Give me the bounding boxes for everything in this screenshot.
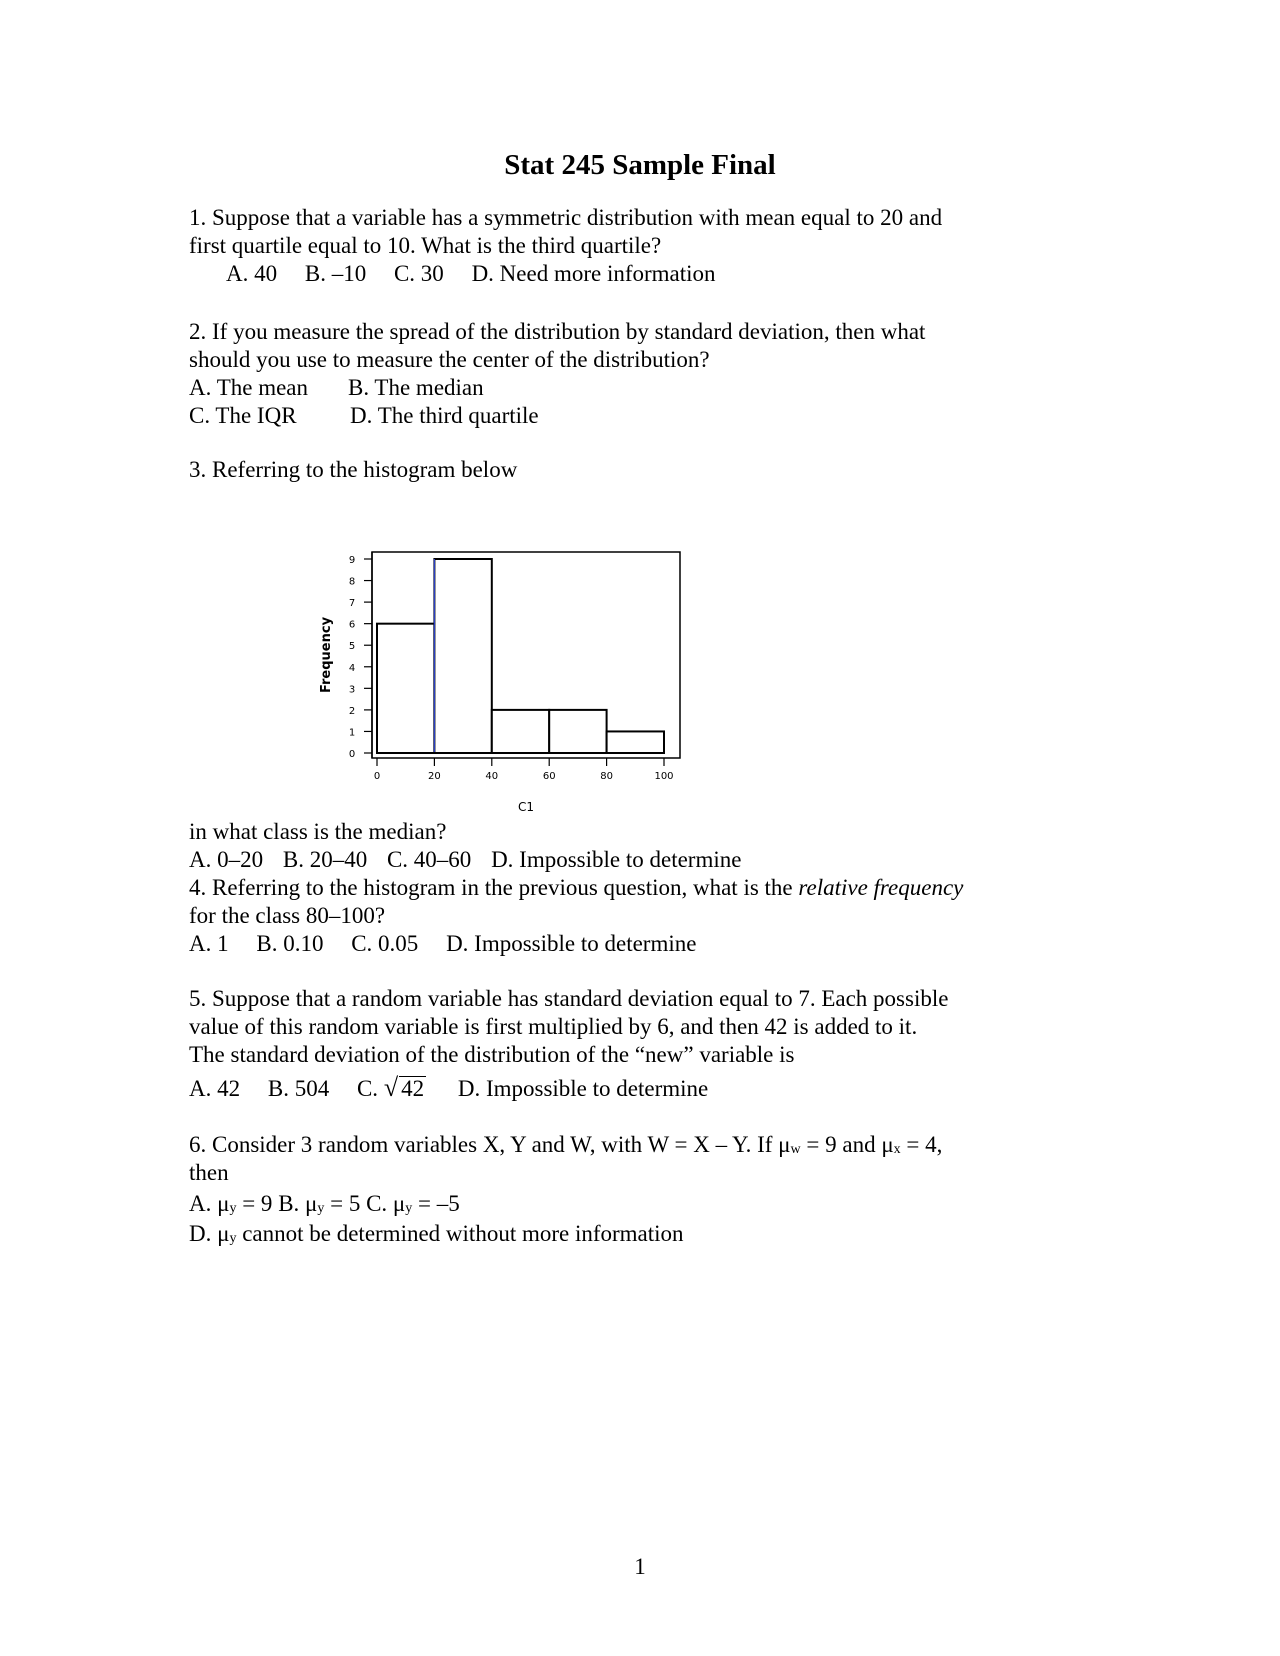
q4-text-pre: 4. Referring to the histogram in the previous question, what is the	[189, 875, 799, 900]
q6-choice-d-pre: D. μ	[189, 1221, 230, 1246]
histogram-chart	[300, 530, 720, 820]
histogram-bar	[377, 624, 434, 753]
q5-text-line3: The standard deviation of the distribution of the “new” variable is	[189, 1042, 795, 1067]
q3-choice-c: C. 40–60	[386, 847, 472, 872]
q6-text-line1	[189, 1131, 942, 1164]
q4-choice-c: C. 0.05	[351, 931, 419, 956]
histogram-svg	[300, 530, 720, 820]
y-tick-label: 7	[348, 598, 356, 610]
q1-choice-b: B. –10	[304, 261, 367, 286]
q2-choice-a: A. The mean	[189, 375, 309, 400]
y-tick-label: 2	[348, 705, 356, 717]
q3-choice-d: D. Impossible to determine	[491, 847, 742, 872]
q3-choice-a: A. 0–20	[189, 847, 264, 872]
q6-text-part2: = 9 and μ	[800, 1132, 894, 1157]
q6-sub-y: y	[229, 1231, 237, 1246]
q2-choice-c: C. The IQR	[189, 403, 297, 428]
square-root-icon: √	[383, 1073, 399, 1102]
y-tick-label: 1	[348, 727, 356, 739]
q1-choices	[226, 260, 716, 288]
y-axis-label: Frequency	[319, 616, 334, 694]
q6-text-part1: 6. Consider 3 random variables X, Y and W, with W = X – Y. If μ	[189, 1132, 791, 1157]
q2-choice-b: B. The median	[348, 375, 484, 400]
histogram-bar	[549, 710, 606, 753]
q6-choice-a-post: = 9	[236, 1191, 273, 1216]
q1-text-line2: first quartile equal to 10. What is the third quartile?	[189, 233, 662, 258]
q2-text-line2: should you use to measure the center of the distribution?	[189, 347, 710, 372]
q4-choice-d: D. Impossible to determine	[446, 931, 697, 956]
q3-choice-b: B. 20–40	[282, 847, 368, 872]
q6-sub-y: y	[317, 1201, 325, 1216]
q3-text-line1: 3. Referring to the histogram below	[189, 457, 518, 482]
q5-choices	[189, 1075, 708, 1103]
q5-choice-c-radicand: 42	[401, 1076, 425, 1101]
q6-sub-y: y	[229, 1201, 237, 1216]
q6-text-part3: = 4,	[900, 1132, 943, 1157]
histogram-bar	[434, 559, 491, 753]
q2-choice-d: D. The third quartile	[350, 403, 539, 428]
q1-choice-c: C. 30	[393, 261, 444, 286]
q6-choice-c-post: = –5	[412, 1191, 460, 1216]
q4-text-line1	[189, 874, 963, 902]
q1-choice-d: D. Need more information	[471, 261, 716, 286]
q4-text-emphasis: relative frequency	[798, 875, 964, 900]
q4-choice-a: A. 1	[189, 931, 229, 956]
x-tick-label: 20	[428, 771, 441, 782]
q5-choice-c	[357, 1075, 426, 1103]
q6-choice-b-pre: B. μ	[272, 1191, 318, 1216]
x-tick-label: 60	[542, 771, 556, 782]
q5-choice-b: B. 504	[267, 1076, 330, 1101]
q1-choice-a: A. 40	[226, 261, 278, 286]
y-tick-label: 5	[348, 641, 356, 653]
q1-text-line1: 1. Suppose that a variable has a symmetric distribution with mean equal to 20 and	[189, 205, 943, 230]
q4-text-line2: for the class 80–100?	[189, 903, 386, 928]
histogram-bar	[492, 710, 549, 753]
q6-sub-x: x	[893, 1142, 901, 1157]
q6-choice-d	[189, 1220, 684, 1253]
q6-sub-y: y	[405, 1201, 413, 1216]
q4-choices	[189, 930, 696, 958]
histogram-bar	[607, 731, 664, 753]
q3-text-line2: in what class is the median?	[189, 819, 447, 844]
page-number: 1	[634, 1554, 646, 1579]
q5-choice-d: D. Impossible to determine	[457, 1076, 709, 1101]
q6-text-line2: then	[189, 1160, 229, 1185]
q6-sub-w: w	[790, 1142, 801, 1157]
q4-choice-b: B. 0.10	[256, 931, 324, 956]
page-title: Stat 245 Sample Final	[504, 149, 776, 181]
q2-text-line1: 2. If you measure the spread of the distribution by standard deviation, then what	[189, 319, 926, 344]
x-tick-label: 100	[654, 771, 674, 782]
y-tick-label: 3	[348, 684, 356, 696]
q6-choice-a-pre: A. μ	[189, 1191, 230, 1216]
y-tick-label: 9	[348, 555, 356, 566]
q5-text-line2: value of this random variable is first multiplied by 6, and then 42 is added to it.	[189, 1014, 918, 1039]
q6-choice-d-post: cannot be determined without more information	[236, 1221, 684, 1246]
square-root-expression	[384, 1075, 426, 1103]
y-tick-label: 6	[348, 619, 356, 631]
q6-choices-abc	[189, 1190, 460, 1223]
q6-choice-b-post: = 5	[324, 1191, 361, 1216]
q5-choice-c-label: C.	[356, 1076, 379, 1101]
q6-choice-c-pre: C. μ	[360, 1191, 406, 1216]
q5-choice-a: A. 42	[189, 1076, 241, 1101]
q3-choices	[189, 846, 741, 874]
x-tick-label: 0	[373, 771, 381, 782]
q5-text-line1: 5. Suppose that a random variable has standard deviation equal to 7. Each possible	[189, 986, 949, 1011]
y-tick-label: 8	[348, 576, 356, 588]
y-tick-label: 4	[348, 662, 356, 674]
y-tick-label: 0	[348, 749, 356, 760]
x-tick-label: 40	[485, 771, 499, 782]
x-tick-label: 80	[600, 771, 613, 782]
x-axis-label: C1	[517, 800, 535, 814]
